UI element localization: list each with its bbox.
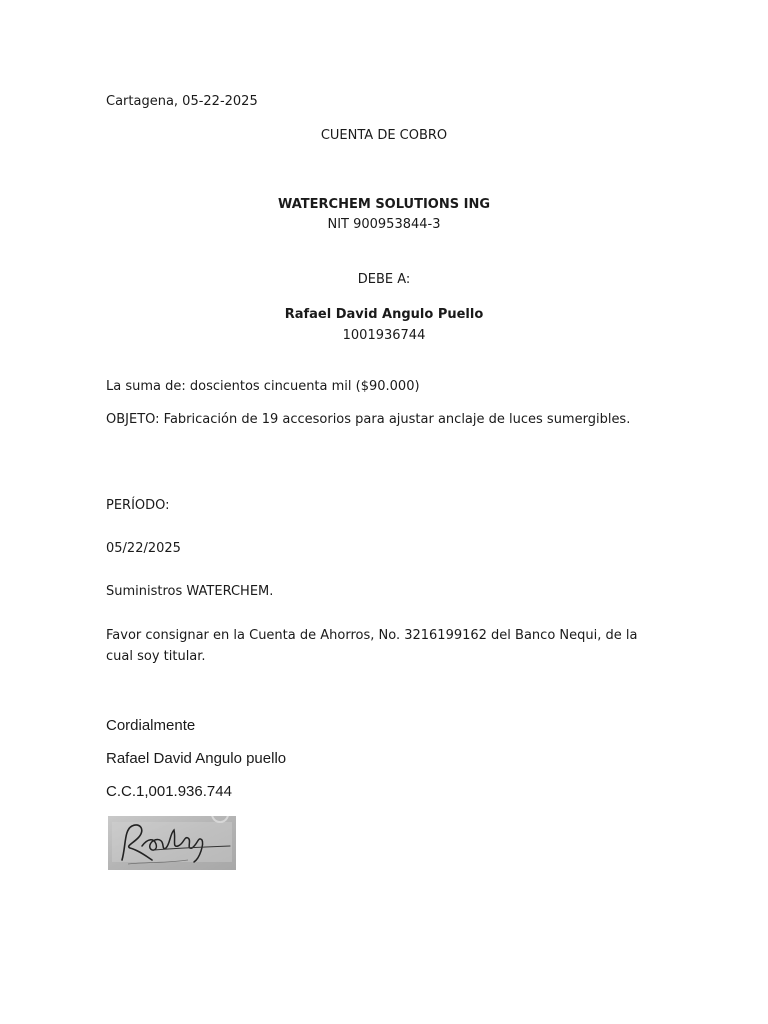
period-label: PERÍODO: [106, 498, 170, 513]
payment-instruction: Favor consignar en la Cuenta de Ahorros, No. 3216199162 del Banco Nequi, de la cual soy titular. [106, 628, 638, 664]
company-nit: NIT 900953844-3 [327, 217, 441, 232]
supplies-text: Suministros WATERCHEM. [106, 584, 274, 599]
period-date: 05/22/2025 [106, 541, 181, 556]
document-title: CUENTA DE COBRO [320, 128, 448, 143]
signer-name: Rafael David Angulo puello [106, 750, 287, 767]
signature-icon [108, 816, 236, 870]
place-date: Cartagena, 05-22-2025 [106, 94, 258, 109]
signer-id: C.C.1,001.936.744 [106, 783, 232, 800]
owes-to-label: DEBE A: [357, 272, 411, 287]
company-name: WATERCHEM SOLUTIONS ING [277, 197, 491, 212]
closing-salutation: Cordialmente [106, 717, 196, 734]
object-text: OBJETO: Fabricación de 19 accesorios para ajustar anclaje de luces sumergibles. [106, 412, 631, 427]
creditor-id: 1001936744 [342, 328, 426, 343]
creditor-name: Rafael David Angulo Puello [284, 307, 484, 322]
amount-text: La suma de: doscientos cincuenta mil ($90.000) [106, 379, 420, 394]
